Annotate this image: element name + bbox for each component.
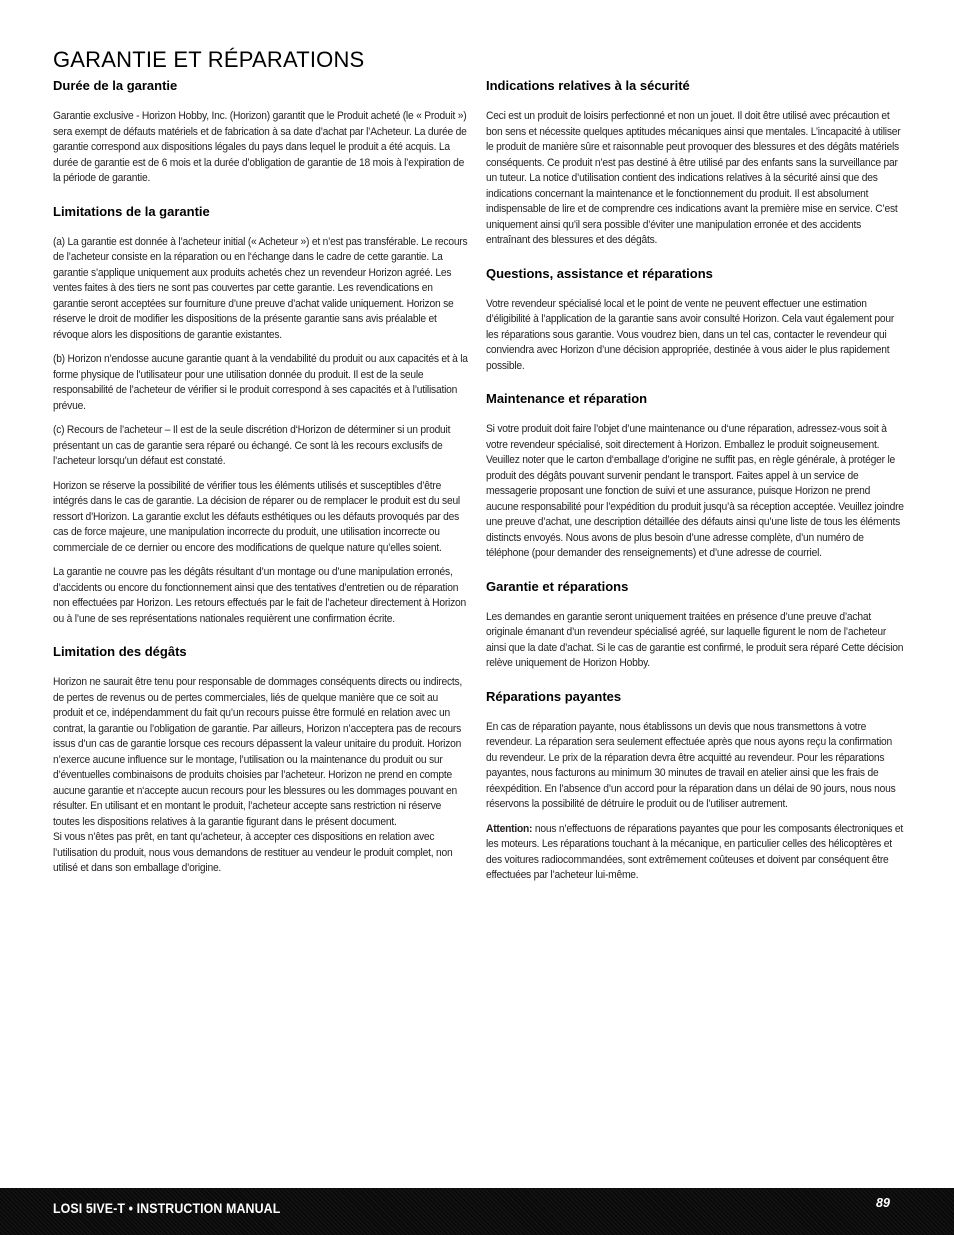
paragraph-limitation-degats: Horizon ne saurait être tenu pour responsable de dommages conséquents directs ou indirects, de pertes de revenus ou de pertes commerciales, liés de quelque manière que ce soit au produit et ce, indépendamment du fait qu’un recours puisse être formulé en relation avec un contrat, la garantie ou l’obligation de garantie. Par ailleurs, Horizon n’acceptera pas de recours issus d’un cas de garantie lorsque ces recours dépassent la valeur unitaire du produit. Horizon n’exerce aucune influence sur le montage, l’utilisation ou la maintenance du produit ou sur d’éventuelles combinaisons de produits choisies par l’acheteur. Horizon ne prend en compte aucune garantie et n‘accepte aucun recours pour les blessures ou les dommages pouvant en résulter. En utilisant et en montant le produit, l’acheteur accepte sans restriction ni réserve toutes les dispositions relatives à la garantie figurant dans le présent document. bbox=[53, 676, 463, 828]
paragraph-limitations-verification: Horizon se réserve la possibilité de vérifier tous les éléments utilisés et susceptibles d’être intégrés dans le cas de garantie. La décision de réparer ou de remplacer le produit est du seul ressort d’Horizon. La garantie exclut les défauts esthétiques ou les défauts provoqués par des cas de force majeure, une manipulation incorrecte du produit, une utilisation incorrecte ou commerciale de ce dernier ou encore des modifications de quelque nature qu’elles soient. bbox=[53, 479, 460, 554]
paragraph-limitations-a: (a) La garantie est donnée à l’acheteur initial (« Acheteur ») et n’est pas transférable. Le recours de l’acheteur consiste en la réparation ou en l‘échange dans le cadre de cette garantie. La garantie s’applique uniquement aux produits achetés chez un revendeur Horizon agréé. Les ventes faites à des tiers ne sont pas couvertes par cette garantie. Les revendications en garantie seront acceptées sur fourniture d’une preuve d’achat valide uniquement. Horizon se réserve le droit de modifier les dispositions de la présente garantie sans avis préalable et révoque alors les dispositions de garantie existantes. bbox=[53, 235, 468, 341]
page-number: 89 bbox=[876, 1196, 890, 1210]
paragraph-maintenance-reparation: Si votre produit doit faire l’objet d’une maintenance ou d‘une réparation, adressez-vous soit à votre revendeur spécialisé, soit directement à Horizon. Emballez le produit soigneusement. Veuillez noter que le carton d‘emballage d’origine ne suffit pas, en règle générale, à protéger le produit des dégâts pouvant survenir pendant le transport. Faites appel à un service de messagerie proposant une fonction de suivi et une assurance, puisque Horizon ne prend aucune responsabilité pour l’expédition du produit jusqu’à sa réception acceptée. Veuillez joindre une preuve d’achat, une description détaillée des défauts ainsi qu’une liste de tous les éléments distincts envoyés. Nous avons de plus besoin d’une adresse complète, d’un numéro de téléphone (pour demander des renseignements) et d’une adresse de courriel. bbox=[486, 423, 904, 559]
right-column bbox=[486, 78, 904, 893]
paragraph-limitations-b: (b) Horizon n’endosse aucune garantie quant à la vendabilité du produit ou aux capacités et à la forme physique de l’utilisateur pour une utilisation donnée du produit. Il est de la seule responsabilité de l’acheteur de vérifier si le produit correspond à ses capacités et à l’utilisation prévue. bbox=[53, 353, 468, 412]
paragraph-restitution: Si vous n’êtes pas prêt, en tant qu’acheteur, à accepter ces dispositions en relation avec l’utilisation du produit, nous vous demandons de restituer au vendeur le produit complet, non utilisé et dans son emballage d’origine. bbox=[53, 831, 453, 874]
paragraph-attention bbox=[486, 822, 904, 884]
heading-duree-garantie: Durée de la garantie bbox=[53, 78, 178, 93]
footer-bar bbox=[0, 1188, 954, 1235]
paragraph-limitations-c: (c) Recours de l’acheteur – Il est de la seule discrétion d‘Horizon de déterminer si un produit présentant un cas de garantie sera réparé ou échangé. Ce sont là les recours exclusifs de l’acheteur lorsqu’un défaut est constaté. bbox=[53, 424, 451, 467]
heading-garantie-reparations: Garantie et réparations bbox=[486, 578, 629, 594]
footer-manual-title: LOSI 5IVE-T • INSTRUCTION MANUAL bbox=[53, 1201, 281, 1216]
attention-text: nous n’effectuons de réparations payantes que pour les composants électroniques et les moteurs. Les réparations touchant à la mécanique, en particulier celles des hélicoptères et des voitures radiocommandées, sont extrêmement coûteuses et doivent par conséquent être effectuées par l’acheteur lui-même. bbox=[486, 822, 903, 881]
paragraph-questions-assistance: Votre revendeur spécialisé local et le point de vente ne peuvent effectuer une estimation d’éligibilité à l’application de la garantie sans avoir consulté Horizon. Cela vaut également pour les réparations sous garantie. Vous voudrez bien, dans un tel cas, contacter le revendeur qui conviendra avec Horizon d’une décision appropriée, destinée à vous aider le plus rapidement possible. bbox=[486, 297, 895, 372]
heading-limitation-degats: Limitation des dégâts bbox=[53, 644, 187, 659]
heading-questions-assistance: Questions, assistance et réparations bbox=[486, 265, 713, 281]
attention-label: Attention: bbox=[486, 822, 533, 835]
heading-maintenance-reparation: Maintenance et réparation bbox=[486, 391, 648, 406]
heading-securite: Indications relatives à la sécurité bbox=[486, 78, 690, 93]
page-title: GARANTIE ET RÉPARATIONS bbox=[53, 47, 365, 72]
heading-limitations-garantie: Limitations de la garantie bbox=[53, 203, 210, 219]
heading-reparations-payantes: Réparations payantes bbox=[486, 688, 622, 704]
left-column bbox=[53, 78, 469, 886]
paragraph-reparations-payantes: En cas de réparation payante, nous établissons un devis que nous transmettons à votre revendeur. La réparation sera seulement effectuée après que nous ayons reçu la confirmation du revendeur. Le prix de la réparation devra être acquitté au revendeur. Pour les réparations payantes, nous facturons au minimum 30 minutes de travail en atelier ainsi que les frais de réexpédition. En l’absence d’un accord pour la réparation dans un délai de 90 jours, nous nous réservons la possibilité de détruire le produit ou de l’utiliser autrement. bbox=[486, 720, 896, 810]
paragraph-garantie-reparations: Les demandes en garantie seront uniquement traitées en présence d’une preuve d’achat originale émanant d’un revendeur spécialisé agréé, sur laquelle figurent le nom de l’acheteur ainsi que la date d’achat. Si le cas de garantie est confirmé, le produit sera réparé Cette décision relève uniquement de Horizon Hobby. bbox=[486, 610, 904, 669]
paragraph-duree-garantie: Garantie exclusive - Horizon Hobby, Inc. (Horizon) garantit que le Produit acheté (le « Produit ») sera exempt de défauts matériels et de fabrication à sa date d’achat par l’Acheteur. La durée de garantie correspond aux dispositions légales du pays dans lequel le produit a été acquis. La durée de garantie est de 6 mois et la durée d’obligation de garantie de 18 mois à l’expiration de la période de garantie. bbox=[53, 110, 467, 184]
paragraph-securite: Ceci est un produit de loisirs perfectionné et non un jouet. Il doit être utilisé avec précaution et bon sens et nécessite quelques aptitudes mécaniques ainsi que mentales. L’incapacité à utiliser le produit de manière sûre et raisonnable peut provoquer des blessures et des dégâts matériels conséquents. Ce produit n’est pas destiné à être utilisé par des enfants sans la surveillance par un tuteur. La notice d’utilisation contient des indications relatives à la sécurité ainsi que des indications concernant la maintenance et le fonctionnement du produit. Il est absolument indispensable de lire et de comprendre ces indications avant la première mise en service. C’est uniquement ainsi qu’il sera possible d’éviter une manipulation erronée et des accidents entraînant des blessures et des dégâts. bbox=[486, 110, 901, 246]
paragraph-limitations-exclusions: La garantie ne couvre pas les dégâts résultant d’un montage ou d’une manipulation erronés, d’accidents ou encore du fonctionnement ainsi que des tentatives d’entretien ou de réparation non effectuées par Horizon. Les retours effectués par le fait de l’acheteur directement à Horizon ou à l’une de ses représentations nationales requièrent une confirmation écrite. bbox=[53, 566, 466, 625]
